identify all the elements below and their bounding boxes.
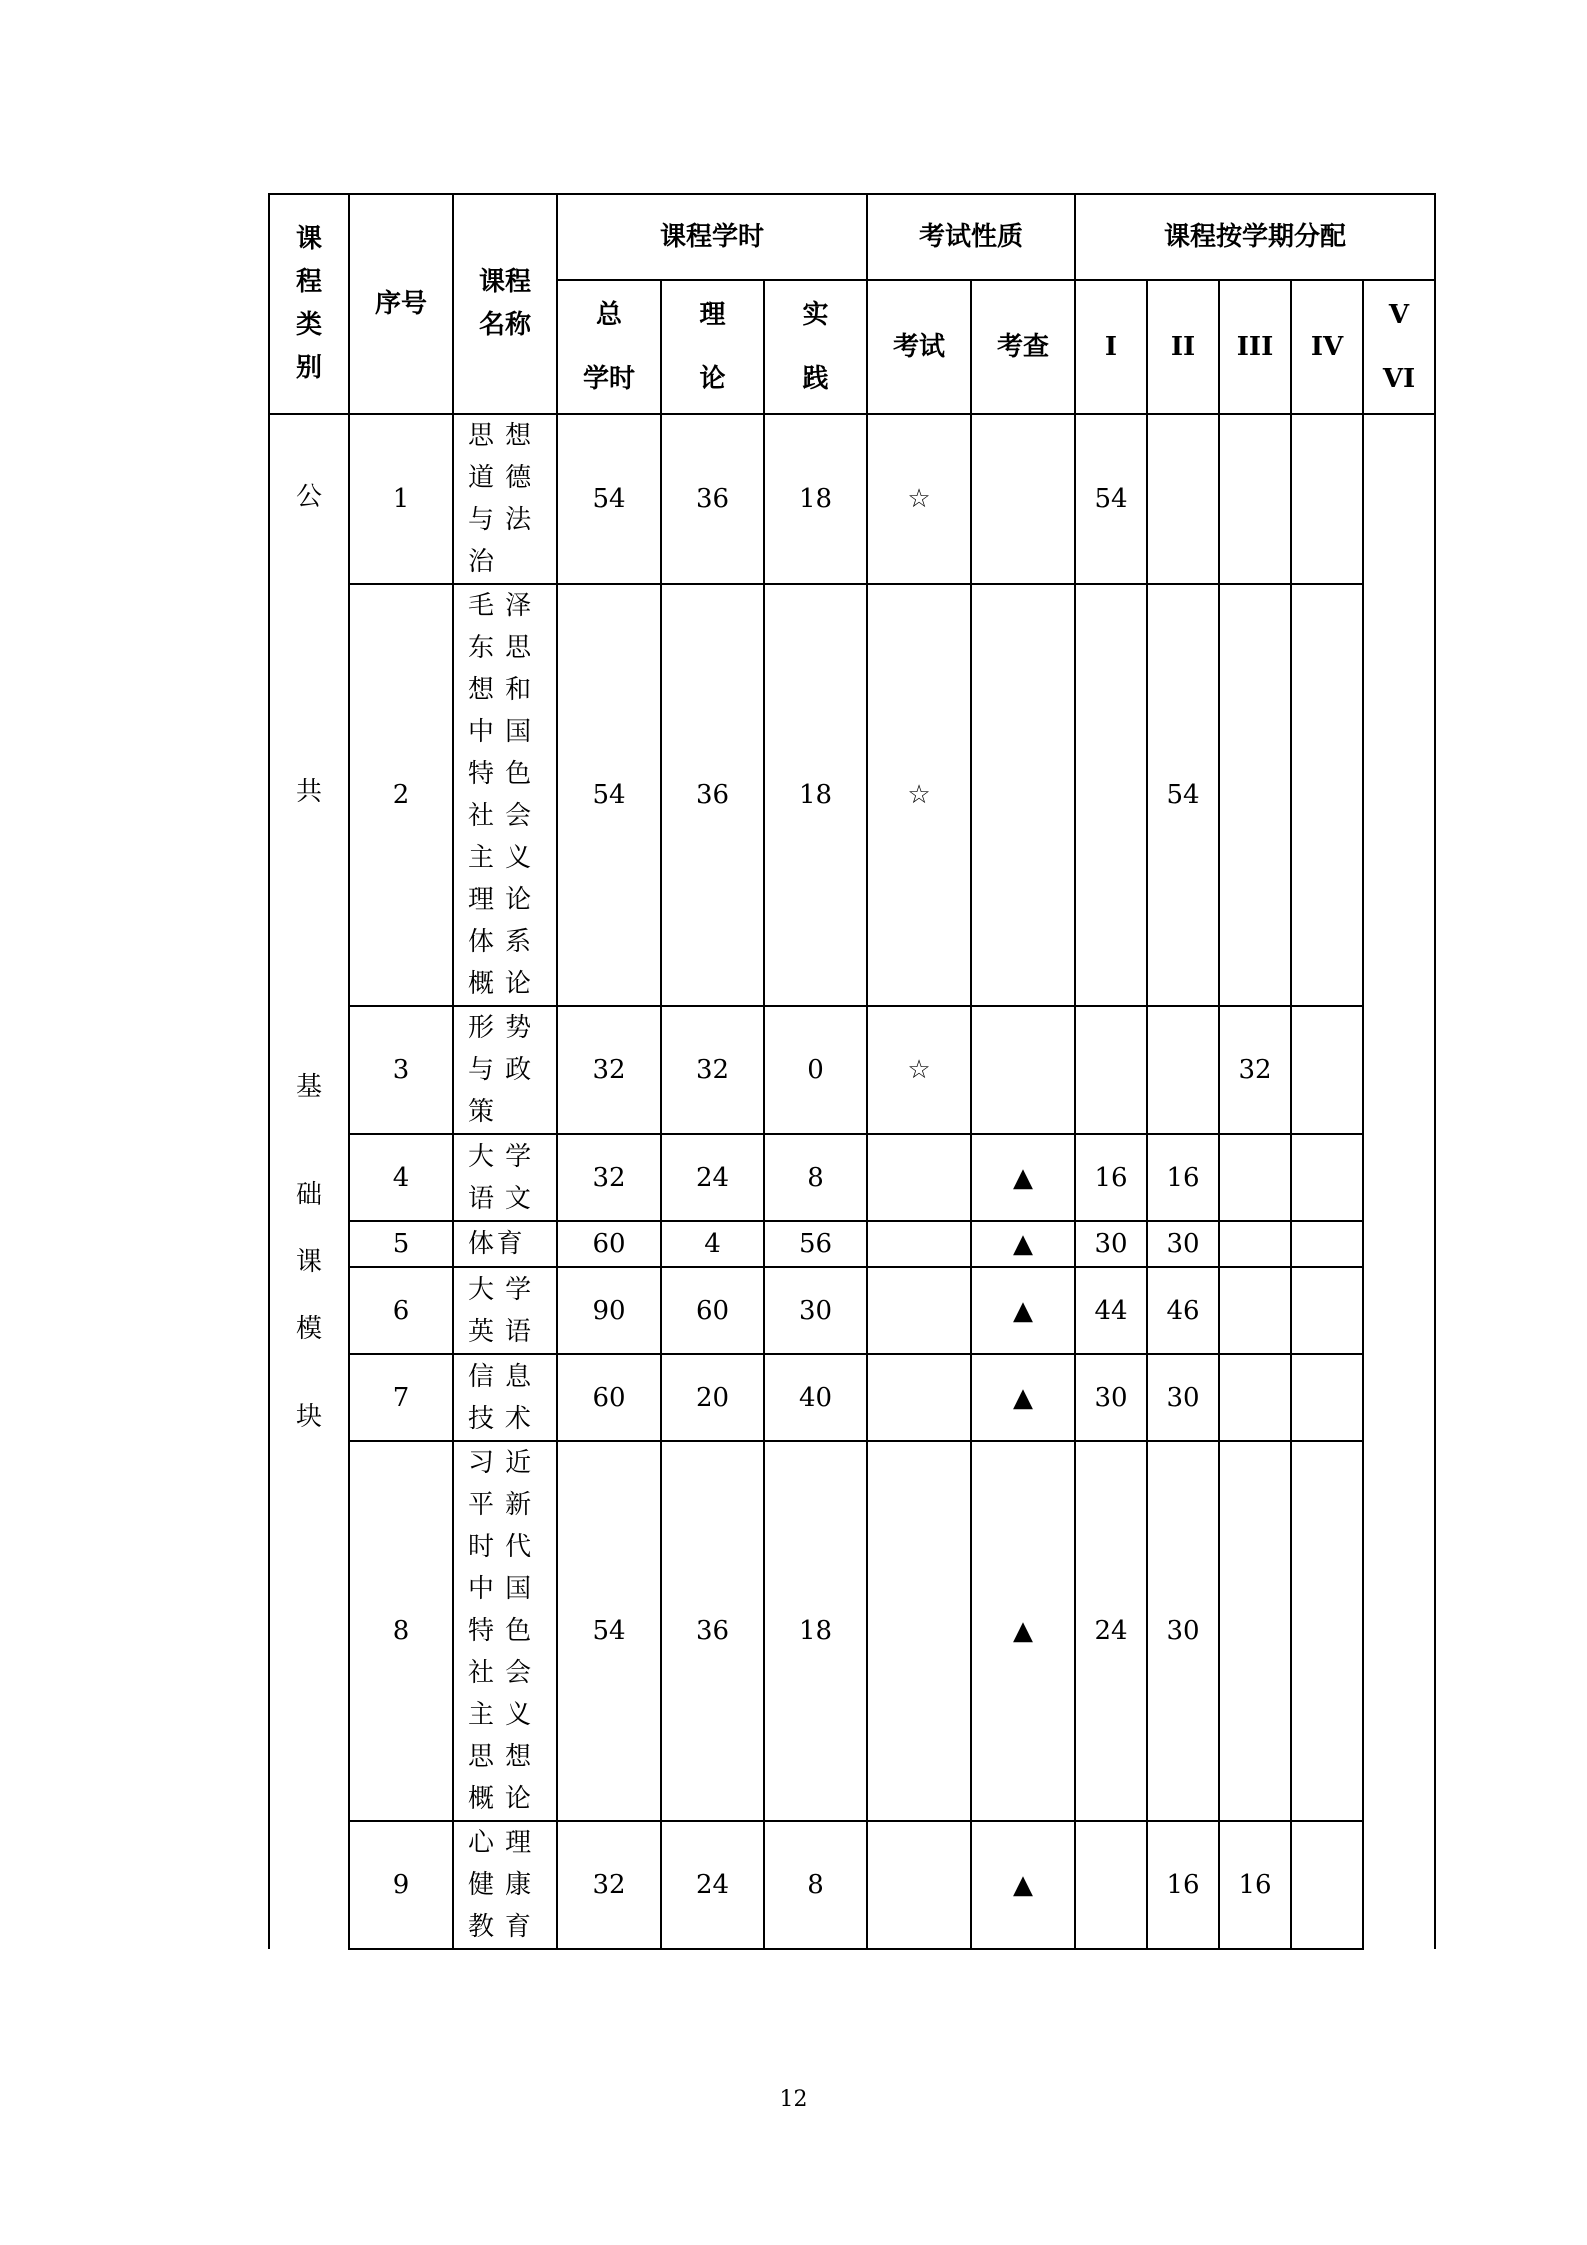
row-seq: 1 xyxy=(349,414,453,584)
row-practice: 18 xyxy=(764,584,867,1006)
header-hours-group: 课程学时 xyxy=(557,194,867,280)
row-name: 心理健康教育 xyxy=(453,1821,557,1949)
header-row-1 xyxy=(269,194,1435,280)
table-row xyxy=(269,1441,1435,1821)
row-s1 xyxy=(1075,1006,1147,1134)
row-name: 大学语文 xyxy=(453,1134,557,1221)
row-s3: 32 xyxy=(1219,1006,1291,1134)
row-exam: ☆ xyxy=(867,584,971,1006)
row-exam xyxy=(867,1134,971,1221)
row-s3 xyxy=(1219,1267,1291,1354)
row-exam: ☆ xyxy=(867,414,971,584)
header-theory-top: 理 xyxy=(699,300,726,330)
row-check: ▲ xyxy=(971,1441,1075,1821)
table-row xyxy=(269,1006,1435,1134)
row-check xyxy=(971,414,1075,584)
row-seq: 4 xyxy=(349,1134,453,1221)
header-check: 考查 xyxy=(971,280,1075,414)
header-semester-3: III xyxy=(1219,280,1291,414)
table-row xyxy=(269,1221,1435,1267)
row-s3 xyxy=(1219,1134,1291,1221)
row-seq: 6 xyxy=(349,1267,453,1354)
semester-5-6-column xyxy=(1363,414,1435,1949)
category-char: 块 xyxy=(295,1402,322,1432)
row-name: 体育 xyxy=(453,1221,557,1267)
row-s1: 30 xyxy=(1075,1354,1147,1441)
row-practice: 40 xyxy=(764,1354,867,1441)
row-exam xyxy=(867,1821,971,1949)
row-s1: 16 xyxy=(1075,1134,1147,1221)
row-exam xyxy=(867,1267,971,1354)
row-theory: 24 xyxy=(661,1134,764,1221)
row-s1 xyxy=(1075,1821,1147,1949)
row-practice: 0 xyxy=(764,1006,867,1134)
row-check: ▲ xyxy=(971,1354,1075,1441)
row-s3 xyxy=(1219,1354,1291,1441)
row-name: 信息技术 xyxy=(453,1354,557,1441)
row-s4 xyxy=(1291,1821,1363,1949)
row-s4 xyxy=(1291,1354,1363,1441)
row-theory: 36 xyxy=(661,414,764,584)
header-total xyxy=(557,280,661,414)
row-total: 60 xyxy=(557,1354,661,1441)
row-s1: 44 xyxy=(1075,1267,1147,1354)
table-row xyxy=(269,1134,1435,1221)
header-total-top: 总 xyxy=(595,300,622,330)
category-char: 公 xyxy=(295,482,322,512)
row-total: 54 xyxy=(557,584,661,1006)
row-theory: 36 xyxy=(661,584,764,1006)
row-check xyxy=(971,1006,1075,1134)
table-row xyxy=(269,1354,1435,1441)
row-total: 60 xyxy=(557,1221,661,1267)
header-total-bottom: 学时 xyxy=(582,364,635,394)
row-theory: 24 xyxy=(661,1821,764,1949)
row-theory: 4 xyxy=(661,1221,764,1267)
row-s2 xyxy=(1147,414,1219,584)
row-s4 xyxy=(1291,584,1363,1006)
header-practice xyxy=(764,280,867,414)
row-exam xyxy=(867,1221,971,1267)
header-exam-group: 考试性质 xyxy=(867,194,1075,280)
row-s2: 46 xyxy=(1147,1267,1219,1354)
row-seq: 8 xyxy=(349,1441,453,1821)
row-theory: 36 xyxy=(661,1441,764,1821)
course-table xyxy=(268,193,1436,1950)
category-char: 共 xyxy=(295,777,322,807)
row-seq: 9 xyxy=(349,1821,453,1949)
row-s1: 30 xyxy=(1075,1221,1147,1267)
row-theory: 20 xyxy=(661,1354,764,1441)
row-s3 xyxy=(1219,1221,1291,1267)
row-s4 xyxy=(1291,1006,1363,1134)
row-total: 54 xyxy=(557,414,661,584)
header-s5-bottom: VI xyxy=(1382,364,1416,394)
row-seq: 5 xyxy=(349,1221,453,1267)
header-s5-top: V xyxy=(1388,300,1410,330)
row-name: 习近平新时代中国特色社会主义思想概论 xyxy=(453,1441,557,1821)
row-name: 毛泽东思想和中国特色社会主义理论体系概论 xyxy=(453,584,557,1006)
row-check: ▲ xyxy=(971,1221,1075,1267)
row-seq: 2 xyxy=(349,584,453,1006)
header-theory-bottom: 论 xyxy=(699,364,726,394)
row-name: 大学英语 xyxy=(453,1267,557,1354)
row-s2: 16 xyxy=(1147,1821,1219,1949)
row-s2: 30 xyxy=(1147,1221,1219,1267)
row-s4 xyxy=(1291,1267,1363,1354)
row-practice: 8 xyxy=(764,1134,867,1221)
category-char: 模 xyxy=(295,1314,322,1344)
header-semester-1: I xyxy=(1075,280,1147,414)
row-total: 32 xyxy=(557,1006,661,1134)
row-total: 90 xyxy=(557,1267,661,1354)
category-cell xyxy=(269,414,349,1949)
row-practice: 8 xyxy=(764,1821,867,1949)
row-s4 xyxy=(1291,1134,1363,1221)
row-practice: 30 xyxy=(764,1267,867,1354)
row-s1: 54 xyxy=(1075,414,1147,584)
row-exam xyxy=(867,1441,971,1821)
row-s4 xyxy=(1291,1221,1363,1267)
row-s3 xyxy=(1219,414,1291,584)
row-theory: 32 xyxy=(661,1006,764,1134)
row-s2: 54 xyxy=(1147,584,1219,1006)
row-practice: 56 xyxy=(764,1221,867,1267)
header-category: 课程类别 xyxy=(269,194,349,414)
row-check xyxy=(971,584,1075,1006)
row-name: 思想道德与法治 xyxy=(453,414,557,584)
header-practice-bottom: 践 xyxy=(802,364,829,394)
row-seq: 3 xyxy=(349,1006,453,1134)
row-s2: 30 xyxy=(1147,1354,1219,1441)
header-semester-2: II xyxy=(1147,280,1219,414)
row-check: ▲ xyxy=(971,1267,1075,1354)
header-name: 课程名称 xyxy=(453,194,557,414)
row-s3 xyxy=(1219,1441,1291,1821)
table-row xyxy=(269,414,1435,584)
row-practice: 18 xyxy=(764,414,867,584)
header-practice-top: 实 xyxy=(802,300,829,330)
row-s2 xyxy=(1147,1006,1219,1134)
header-seq: 序号 xyxy=(349,194,453,414)
header-semester-4: IV xyxy=(1291,280,1363,414)
page-number: 12 xyxy=(779,2087,808,2112)
table-row xyxy=(269,1821,1435,1949)
row-s3 xyxy=(1219,584,1291,1006)
row-total: 32 xyxy=(557,1821,661,1949)
row-s1: 24 xyxy=(1075,1441,1147,1821)
row-s2: 30 xyxy=(1147,1441,1219,1821)
row-exam xyxy=(867,1354,971,1441)
row-practice: 18 xyxy=(764,1441,867,1821)
row-s2: 16 xyxy=(1147,1134,1219,1221)
header-exam: 考试 xyxy=(867,280,971,414)
row-s1 xyxy=(1075,584,1147,1006)
category-char: 基 xyxy=(295,1072,322,1102)
category-char: 课 xyxy=(295,1247,322,1277)
category-char: 础 xyxy=(295,1180,322,1210)
row-theory: 60 xyxy=(661,1267,764,1354)
row-s3: 16 xyxy=(1219,1821,1291,1949)
row-s4 xyxy=(1291,414,1363,584)
row-total: 32 xyxy=(557,1134,661,1221)
row-exam: ☆ xyxy=(867,1006,971,1134)
row-check: ▲ xyxy=(971,1134,1075,1221)
table-row xyxy=(269,1267,1435,1354)
row-check: ▲ xyxy=(971,1821,1075,1949)
header-theory xyxy=(661,280,764,414)
header-semester-group: 课程按学期分配 xyxy=(1075,194,1435,280)
row-name: 形势与政策 xyxy=(453,1006,557,1134)
row-s4 xyxy=(1291,1441,1363,1821)
table-row xyxy=(269,584,1435,1006)
header-semester-5-6 xyxy=(1363,280,1435,414)
row-total: 54 xyxy=(557,1441,661,1821)
row-seq: 7 xyxy=(349,1354,453,1441)
